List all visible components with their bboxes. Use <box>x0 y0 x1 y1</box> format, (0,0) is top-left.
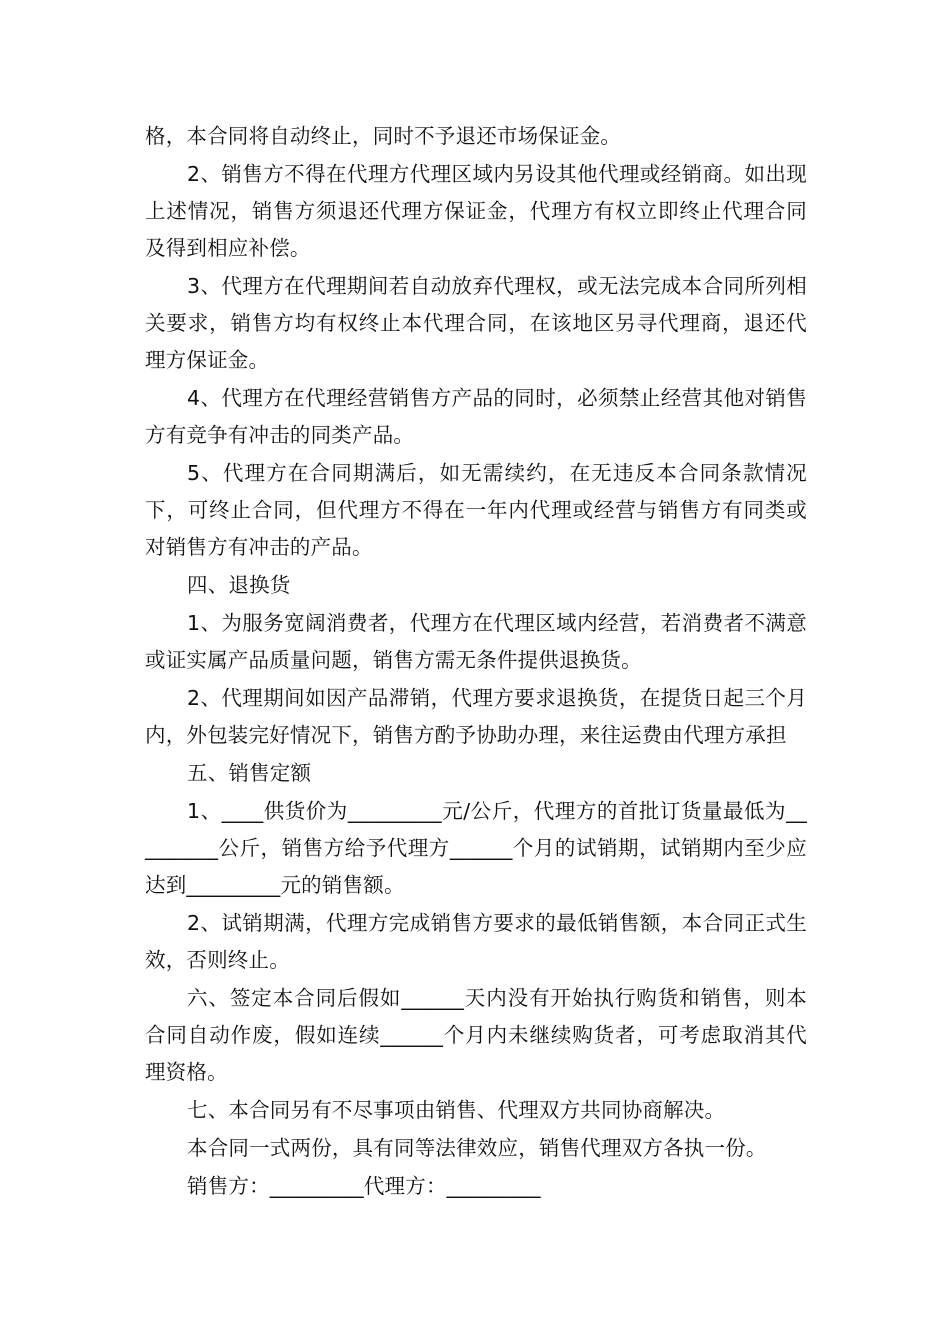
document-body <box>145 118 807 1205</box>
paragraph-clause-3-2: 2、销售方不得在代理方代理区域内另设其他代理或经销商。如出现上述情况，销售方须退还代理方保证金，代理方有权立即终止代理合同及得到相应补偿。 <box>145 162 807 260</box>
signature-line: 销售方：_________代理方：_________ <box>187 1174 541 1198</box>
paragraph-copies: 本合同一式两份，具有同等法律效应，销售代理双方各执一份。 <box>187 1136 767 1160</box>
paragraph-continuation: 格，本合同将自动终止，同时不予退还市场保证金。 <box>145 124 622 148</box>
paragraph-returns-2: 2、代理期间如因产品滞销，代理方要求退换货，在提货日起三个月内，外包装完好情况下，销售方酌予协助办理，来往运费由代理方承担 <box>145 686 807 747</box>
paragraph-clause-7: 七、本合同另有不尽事项由销售、代理双方共同协商解决。 <box>187 1098 726 1122</box>
paragraph-quota-2: 2、试销期满，代理方完成销售方要求的最低销售额，本合同正式生效，否则终止。 <box>145 911 807 972</box>
paragraph-clause-3-5: 5、代理方在合同期满后，如无需续约，在无违反本合同条款情况下，可终止合同，但代理方不得在一年内代理或经营与销售方有同类或对销售方有冲击的产品。 <box>145 461 807 559</box>
paragraph-returns-1: 1、为服务宽阔消费者，代理方在代理区域内经营，若消费者不满意或证实属产品质量问题，销售方需无条件提供退换货。 <box>145 611 807 672</box>
paragraph-clause-3-3: 3、代理方在代理期间若自动放弃代理权，或无法完成本合同所列相关要求，销售方均有权终止本代理合同，在该地区另寻代理商，退还代理方保证金。 <box>145 274 807 372</box>
paragraph-clause-3-4: 4、代理方在代理经营销售方产品的同时，必须禁止经营其他对销售方有竞争有冲击的同类产品。 <box>145 386 807 447</box>
section-heading-returns: 四、退换货 <box>187 573 291 597</box>
paragraph-quota-1: 1、____供货价为_________元/公斤，代理方的首批订货量最低为_________公斤，销售方给予代理方______个月的试销期，试销期内至少应达到_________元的销售额。 <box>145 799 807 897</box>
paragraph-clause-6: 六、签定本合同后假如______天内没有开始执行购货和销售，则本合同自动作废，假如连续______个月内未继续购货者，可考虑取消其代理资格。 <box>145 986 807 1084</box>
section-heading-sales-quota: 五、销售定额 <box>187 761 312 785</box>
